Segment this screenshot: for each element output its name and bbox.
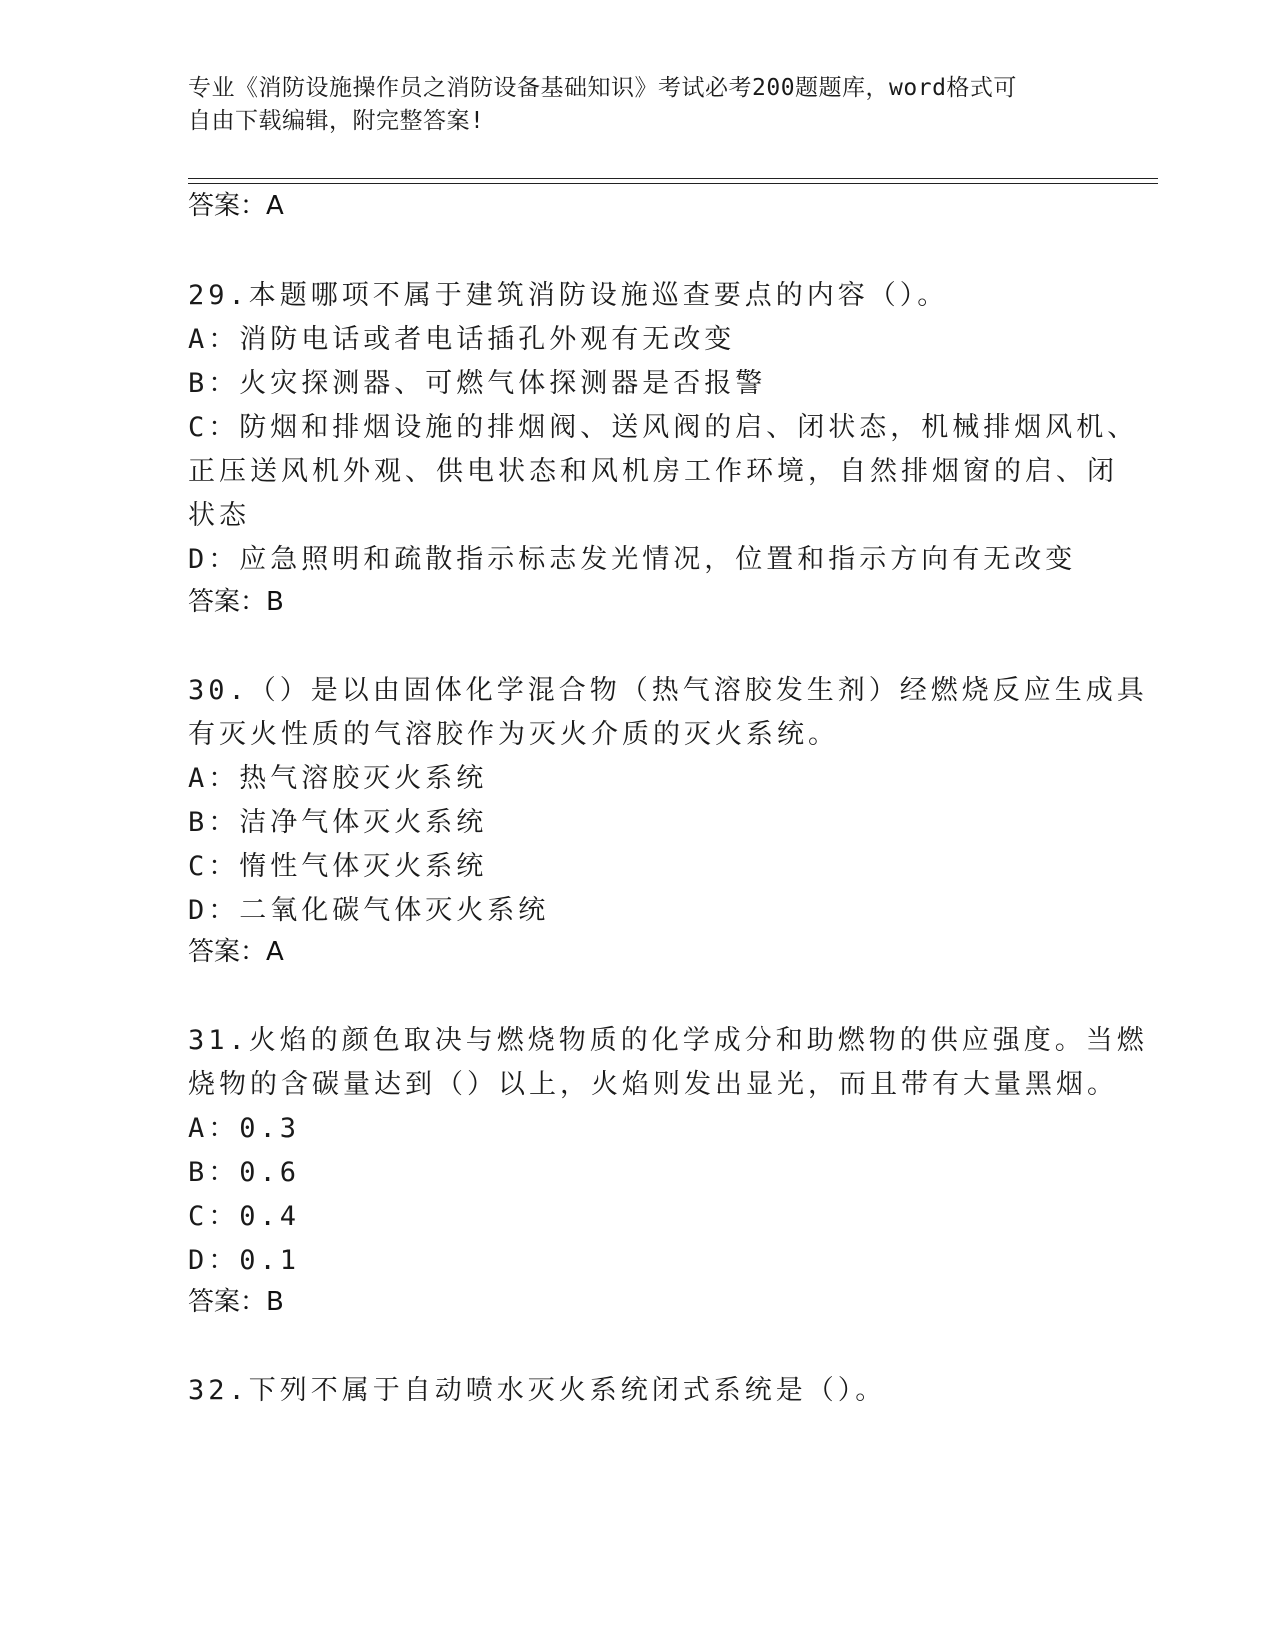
question-31-stem-cont: 烧物的含碳量达到（）以上，火焰则发出显光，而且带有大量黑烟。 <box>188 1069 1118 1100</box>
question-30-option-a: A：热气溶胶灭火系统 <box>188 763 488 794</box>
question-31-option-d: D：0.1 <box>188 1245 301 1276</box>
question-30-stem-cont: 有灭火性质的气溶胶作为灭火介质的灭火系统。 <box>188 719 839 750</box>
header-divider-top <box>188 178 1158 179</box>
question-29-option-c-cont: 状态 <box>188 500 250 531</box>
answer-label: 答案：A <box>188 191 284 221</box>
question-31-option-b: B：0.6 <box>188 1157 301 1188</box>
document-header <box>188 72 1068 138</box>
question-29-option-c: C：防烟和排烟设施的排烟阀、送风阀的启、闭状态，机械排烟风机、 <box>188 412 1139 443</box>
header-line-2: 自由下载编辑，附完整答案! <box>188 108 485 134</box>
answer-label: 答案：B <box>188 587 284 617</box>
header-divider-bottom <box>188 183 1158 184</box>
question-32-stem: 32.下列不属于自动喷水灭火系统闭式系统是（）。 <box>188 1375 887 1406</box>
question-29-option-d: D：应急照明和疏散指示标志发光情况，位置和指示方向有无改变 <box>188 544 1077 575</box>
question-30-stem: 30.（）是以由固体化学混合物（热气溶胶发生剂）经燃烧反应生成具 <box>188 675 1148 706</box>
question-29-option-b: B：火灾探测器、可燃气体探测器是否报警 <box>188 368 767 399</box>
question-29-option-c-cont: 正压送风机外观、供电状态和风机房工作环境，自然排烟窗的启、闭 <box>188 456 1118 487</box>
question-30-option-c: C：惰性气体灭火系统 <box>188 851 488 882</box>
question-30-option-d: D：二氧化碳气体灭火系统 <box>188 895 550 926</box>
question-29-option-a: A：消防电话或者电话插孔外观有无改变 <box>188 324 736 355</box>
question-31-stem: 31.火焰的颜色取决与燃烧物质的化学成分和助燃物的供应强度。当燃 <box>188 1025 1148 1056</box>
question-31-option-a: A：0.3 <box>188 1113 301 1144</box>
header-line-1: 专业《消防设施操作员之消防设备基础知识》考试必考200题题库，word格式可 <box>188 75 1017 101</box>
question-29-stem: 29.本题哪项不属于建筑消防设施巡查要点的内容（）。 <box>188 280 949 311</box>
answer-label: 答案：B <box>188 1287 284 1317</box>
question-31-option-c: C：0.4 <box>188 1201 301 1232</box>
answer-label: 答案：A <box>188 937 284 967</box>
question-30-option-b: B：洁净气体灭火系统 <box>188 807 488 838</box>
